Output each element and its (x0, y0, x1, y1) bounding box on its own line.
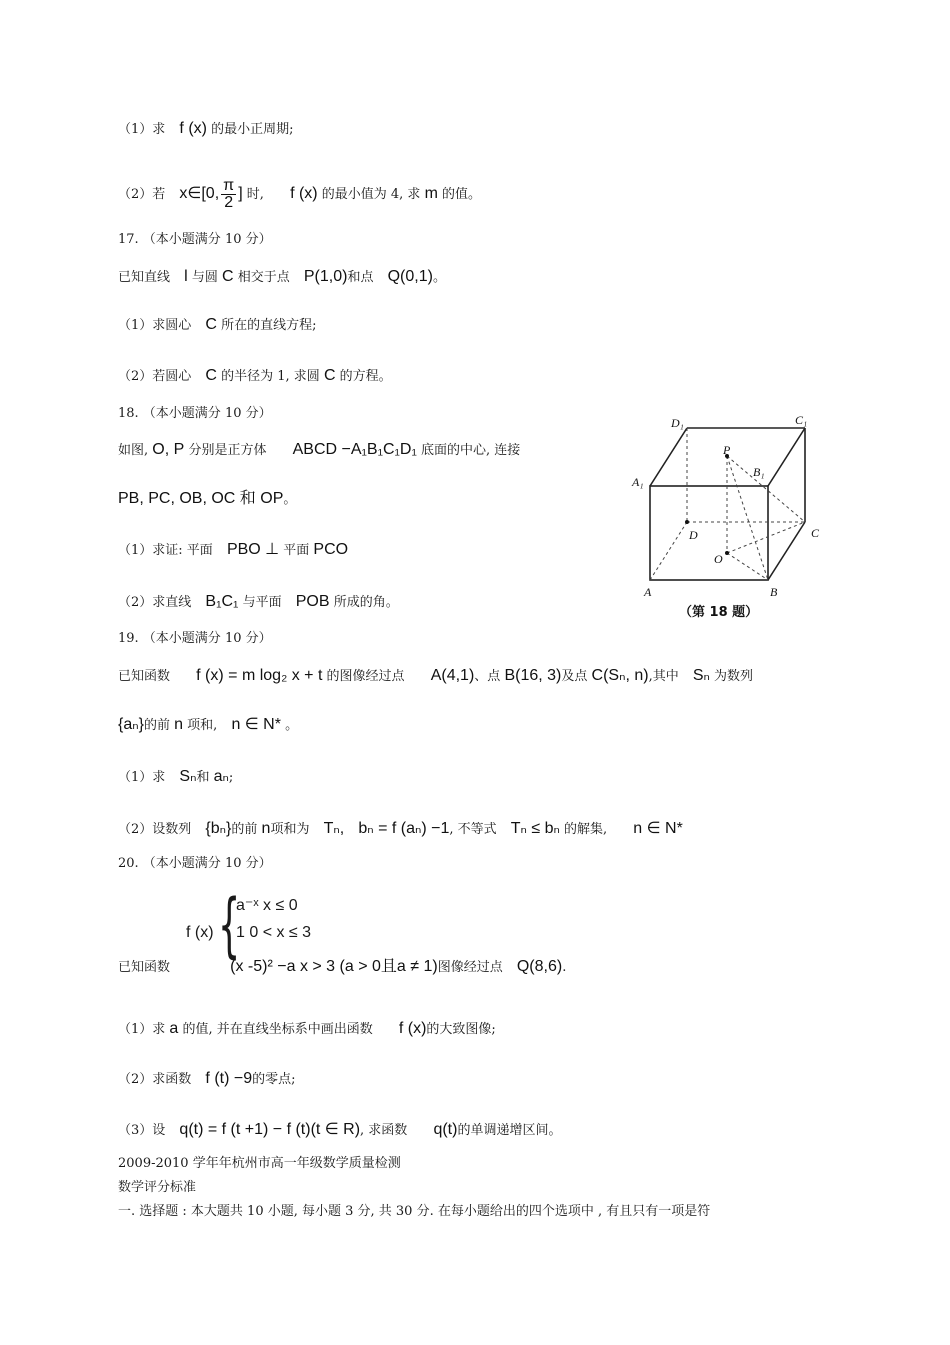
label-p: P (723, 443, 731, 457)
q20-header: 20. （本小题满分 10 分） (118, 856, 272, 871)
q17-part1: （1）求圆心 C 所在的直线方程; (118, 316, 317, 333)
q17-stem: 已知直线 l 与圆 C 相交于点 P(1,0)和点 Q(0,1)。 (118, 268, 446, 285)
label-c: C (811, 526, 820, 540)
cube-figure (615, 408, 825, 623)
front-face (650, 486, 768, 580)
q20-part3: （3）设 q(t) = f (t +1) − f (t)(t ∈ R), 求函数 q(t)的单调递增区间。 (118, 1121, 562, 1138)
q16-part1: （1）求 f (x) 的最小正周期; (118, 120, 294, 137)
q19-stem-cont: {aₙ}的前 n 项和, n ∈ N* 。 (118, 716, 299, 733)
q17-part2: （2）若圆心 C 的半径为 1, 求圆 C 的方程。 (118, 367, 392, 384)
q20-stem: 已知函数 (x -5)² −a x > 3 (a > 0且a ≠ 1)图像经过点 Q(8,6). (118, 958, 567, 975)
q20-part2: （2）求函数 f (t) −9的零点; (118, 1070, 296, 1087)
figure-caption: （第 18 题） (679, 605, 759, 620)
label-d: D (689, 528, 698, 542)
q18-stem: 如图, O, P 分别是正方体 ABCD −A₁B₁C₁D₁ 底面的中心, 连接 (118, 441, 521, 458)
q20-function-lhs: f (x) (186, 924, 214, 941)
segment-pc (727, 456, 805, 522)
label-b1: B₁ (753, 465, 765, 479)
edge-b1c1 (768, 428, 805, 486)
label-a: A (644, 585, 652, 599)
footer-subtitle: 数学评分标准 (118, 1180, 197, 1195)
label-o: O (714, 552, 723, 566)
q18-header: 18. （本小题满分 10 分） (118, 406, 272, 421)
label-a1: A₁ (632, 475, 644, 489)
q19-part2: （2）设数列 {bₙ}的前 n项和为 Tₙ, bₙ = f (aₙ) −1, 不等式 Tₙ ≤ bₙ 的解集, n ∈ N* (118, 820, 683, 837)
footer-title: 2009-2010 学年年杭州市高一年级数学质量检测 (118, 1156, 401, 1171)
q17-header: 17. （本小题满分 10 分） (118, 232, 272, 247)
q20-piece-2: 1 0 < x ≤ 3 (236, 924, 312, 941)
q18-connect: PB, PC, OB, OC 和 OP。 (118, 490, 297, 507)
point-d (685, 520, 689, 524)
q20-piece-1: a⁻ˣ x ≤ 0 (236, 897, 298, 914)
q20-part1: （1）求 a 的值, 并在直线坐标系中画出函数 f (x)的大致图像; (118, 1020, 496, 1037)
edge-a1d1 (650, 428, 687, 486)
segment-ob (727, 553, 768, 580)
label-b: B (770, 585, 778, 599)
q18-part1: （1）求证: 平面 PBO ⊥ 平面 PCO (118, 541, 349, 558)
q19-header: 19. （本小题满分 10 分） (118, 631, 272, 646)
label-d1: D₁ (671, 416, 684, 430)
point-o (725, 551, 729, 555)
pi-over-2: $\frac{\pi}{2}$ (223, 177, 235, 211)
q19-part1: （1）求 Sₙ和 aₙ; (118, 768, 234, 785)
footer-section-line: 一. 选择题 : 本大题共 10 小题, 每小题 3 分, 共 30 分. 在每小题给出的四个选项中 , 有且只有一项是符 (118, 1204, 711, 1219)
q19-stem: 已知函数 f (x) = m log₂ x + t 的图像经过点 A(4,1)、点 B(16, 3)及点 C(Sₙ, n),其中 Sₙ 为数列 (118, 667, 754, 684)
segment-oc (727, 522, 805, 553)
label-c1: C₁ (795, 413, 808, 427)
piecewise-brace: { (218, 884, 241, 966)
hidden-edge-ad (650, 522, 687, 580)
q16-part2: （2）若 x∈[0, $\frac{\pi}{2}$ ] 时, f (x) 的最小值为 4, 求 m 的值。 (118, 177, 482, 211)
q18-part2: （2）求直线 B₁C₁ 与平面 POB 所成的角。 (118, 593, 399, 610)
edge-bc (768, 522, 805, 580)
